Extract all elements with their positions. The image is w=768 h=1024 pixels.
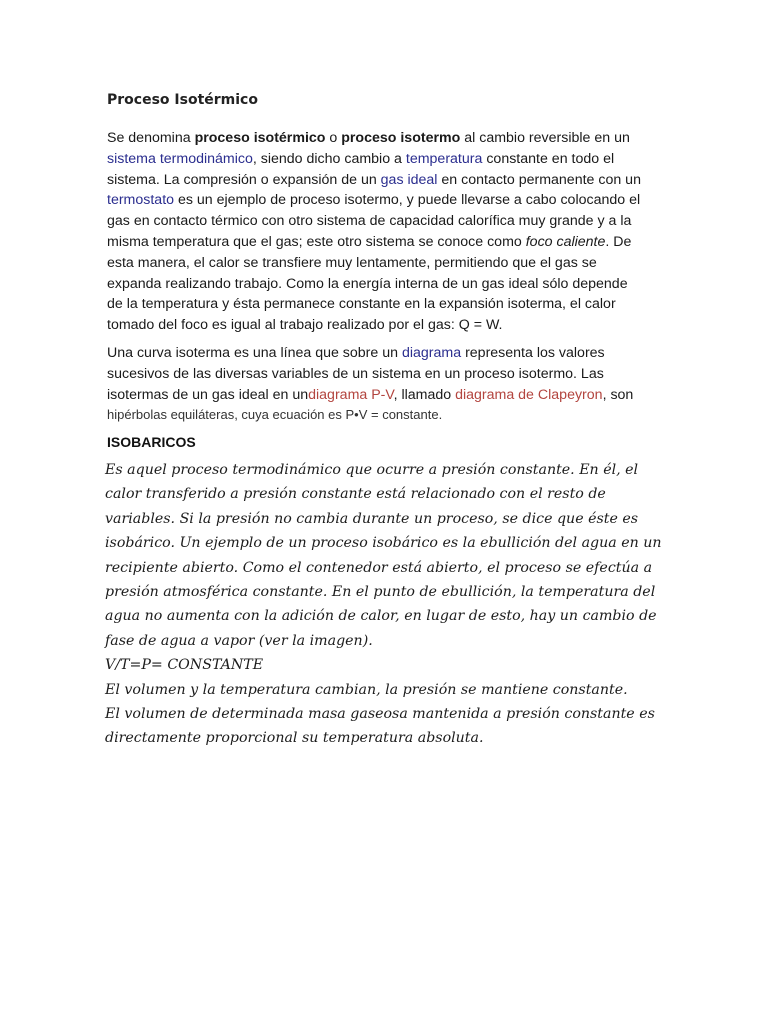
text-run: Se denomina bbox=[107, 130, 195, 146]
text-run: , llamado bbox=[393, 386, 456, 403]
text-run: representa los valores sucesivos de las diversas variables de un sistema en un proceso isotermo. Las isotermas de un gas ideal en un bbox=[107, 345, 605, 403]
bold-term: proceso isotérmico bbox=[194, 130, 326, 146]
isobaric-formula: V/T=P= CONSTANTE bbox=[105, 657, 264, 674]
link-diagrama[interactable]: diagrama bbox=[401, 345, 462, 361]
isobaric-line: El volumen y la temperatura cambian, la presión se mantiene constante. bbox=[105, 681, 628, 698]
text-run: en contacto permanente con un bbox=[437, 171, 641, 188]
text-run: o bbox=[325, 130, 342, 146]
bold-term: proceso isotermo bbox=[341, 130, 461, 146]
text-run: , son bbox=[602, 386, 634, 403]
text-run: constante en todo el sistema. La compresión o expansión de un bbox=[107, 150, 615, 188]
italic-term: foco caliente bbox=[525, 233, 606, 250]
link-diagrama-pv[interactable]: diagrama P-V bbox=[308, 386, 394, 403]
isobaric-line: El volumen de determinada masa gaseosa mantenida a presión constante es directamente proporcional su temperatura absoluta. bbox=[105, 706, 655, 747]
text-run: , siendo dicho cambio a bbox=[252, 150, 406, 167]
link-gas-ideal[interactable]: gas ideal bbox=[380, 171, 438, 188]
text-run: hipérbolas equiláteras, cuya ecuación es P•V = constante. bbox=[107, 407, 443, 423]
page-title: Proceso Isotérmico bbox=[107, 92, 258, 108]
text-run: es un ejemplo de proceso isotermo, y puede llevarse a cabo colocando el gas en contacto térmico con otro sistema de capacidad calorífica muy grande y a la misma temperatura que el gas; este otro sistema se conoce como bbox=[107, 192, 641, 250]
text-run: . De esta manera, el calor se transfiere muy lentamente, permitiendo que el gas se expanda realizando trabajo. Como la energía interna de un gas ideal sólo depende de la temperatura y ésta permanece constante en la expansión isoterma, el calor tomado del foco es igual al trabajo realizado por el gas: Q = W. bbox=[107, 233, 632, 334]
handwritten-section bbox=[105, 458, 665, 751]
link-termostato[interactable]: termostato bbox=[107, 192, 175, 209]
paragraph-isothermal-definition bbox=[107, 128, 647, 336]
text-run: al cambio reversible en un bbox=[460, 130, 630, 146]
link-temperatura[interactable]: temperatura bbox=[405, 150, 483, 167]
text-run: Una curva isoterma es una línea que sobre un bbox=[107, 345, 402, 361]
link-diagrama-clapeyron[interactable]: diagrama de Clapeyron bbox=[455, 386, 603, 403]
link-sistema-termodinamico[interactable]: sistema termodinámico bbox=[107, 150, 253, 167]
section-heading-isobaricos: ISOBARICOS bbox=[107, 434, 196, 450]
isobaric-paragraph: Es aquel proceso termodinámico que ocurre a presión constante. En él, el calor transferido a presión constante está relacionado con el resto de variables. Si la presión no cambia durante un proceso, se dice que éste es isobárico. Un ejemplo de un proceso isobárico es la ebullición del agua en un recipiente abierto. Como el contenedor está abierto, el proceso se efectúa a presión atmosférica constante. En el punto de ebullición, la temperatura del agua no aumenta con la adición de calor, en lugar de esto, hay un cambio de fase de agua a vapor (ver la imagen). bbox=[105, 462, 662, 649]
paragraph-isotherm-curve bbox=[107, 343, 647, 426]
